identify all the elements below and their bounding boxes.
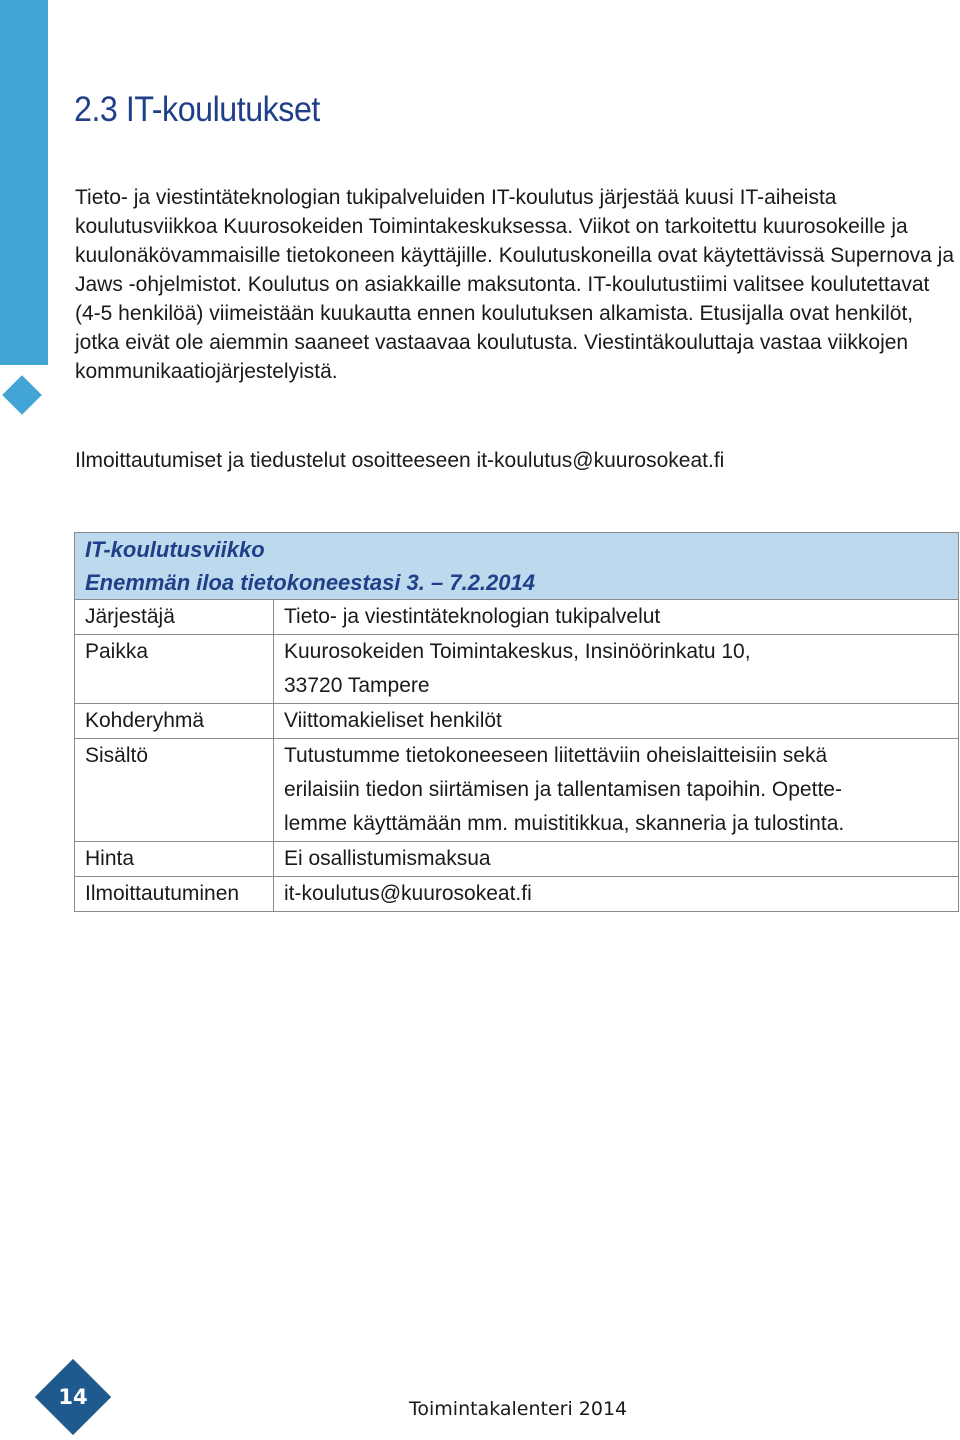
footer-publication-title: Toimintakalenteri 2014 — [409, 1398, 628, 1420]
row-value: it-koulutus@kuurosokeat.fi — [274, 877, 959, 912]
decorative-diamond — [2, 375, 42, 415]
row-label: Ilmoittautuminen — [75, 877, 274, 912]
row-label: Sisältö — [75, 739, 274, 842]
table-row-organizer — [75, 600, 959, 635]
row-label: Paikka — [75, 635, 274, 704]
row-value-line: lemme käyttämään mm. muistitikkua, skanneria ja tulostinta. — [284, 812, 845, 835]
row-value — [274, 739, 959, 842]
table-title-cell — [75, 533, 959, 600]
row-value-line: Kuurosokeiden Toimintakeskus, Insinöörinkatu 10, — [284, 640, 751, 663]
section-heading: 2.3 IT-koulutukset — [74, 90, 320, 129]
course-info-table — [74, 532, 959, 912]
table-header-row — [75, 533, 959, 600]
row-value: Viittomakieliset henkilöt — [274, 704, 959, 739]
row-value — [274, 635, 959, 704]
row-label: Kohderyhmä — [75, 704, 274, 739]
row-value-line: 33720 Tampere — [284, 674, 430, 697]
row-label: Hinta — [75, 842, 274, 877]
table-row-registration — [75, 877, 959, 912]
row-value: Tieto- ja viestintäteknologian tukipalvelut — [274, 600, 959, 635]
row-value-line: erilaisiin tiedon siirtämisen ja tallentamisen tapoihin. Opette- — [284, 778, 842, 801]
row-label: Järjestäjä — [75, 600, 274, 635]
table-row-price — [75, 842, 959, 877]
table-row-location — [75, 635, 959, 704]
table-title: IT-koulutusviikko — [85, 537, 265, 562]
table-row-content — [75, 739, 959, 842]
table-subtitle: Enemmän iloa tietokoneestasi 3. – 7.2.2014 — [85, 570, 535, 595]
row-value: Ei osallistumismaksua — [274, 842, 959, 877]
table-row-target-group — [75, 704, 959, 739]
contact-paragraph: Ilmoittautumiset ja tiedustelut osoitteeseen it-koulutus@kuurosokeat.fi — [75, 449, 725, 472]
page-number: 14 — [58, 1385, 88, 1409]
row-value-line: Tutustumme tietokoneeseen liitettäviin oheislaitteisiin sekä — [284, 744, 828, 767]
side-accent-bar — [0, 0, 48, 365]
intro-paragraph: Tieto- ja viestintäteknologian tukipalveluiden IT-koulutus järjestää kuusi IT-aiheista koulutusviikkoa Kuurosokeiden Toimintakeskuksessa. Viikot on tarkoitettu kuurosokeille ja kuulonäkövammaisille tietokoneen käyttäjille. Koulutuskoneilla ovat käytettävissä Supernova ja Jaws -ohjelmistot. Koulutus on asiakkaille maksutonta. IT-koulutustiimi valitsee koulutettavat (4-5 henkilöä) viimeistään kuukautta ennen koulutuksen alkamista. Etusijalla ovat henkilöt, jotka eivät ole aiemmin saaneet vastaavaa koulutusta. Viestintäkouluttaja vastaa viikkojen kommunikaatiojärjestelyistä. — [75, 186, 954, 383]
